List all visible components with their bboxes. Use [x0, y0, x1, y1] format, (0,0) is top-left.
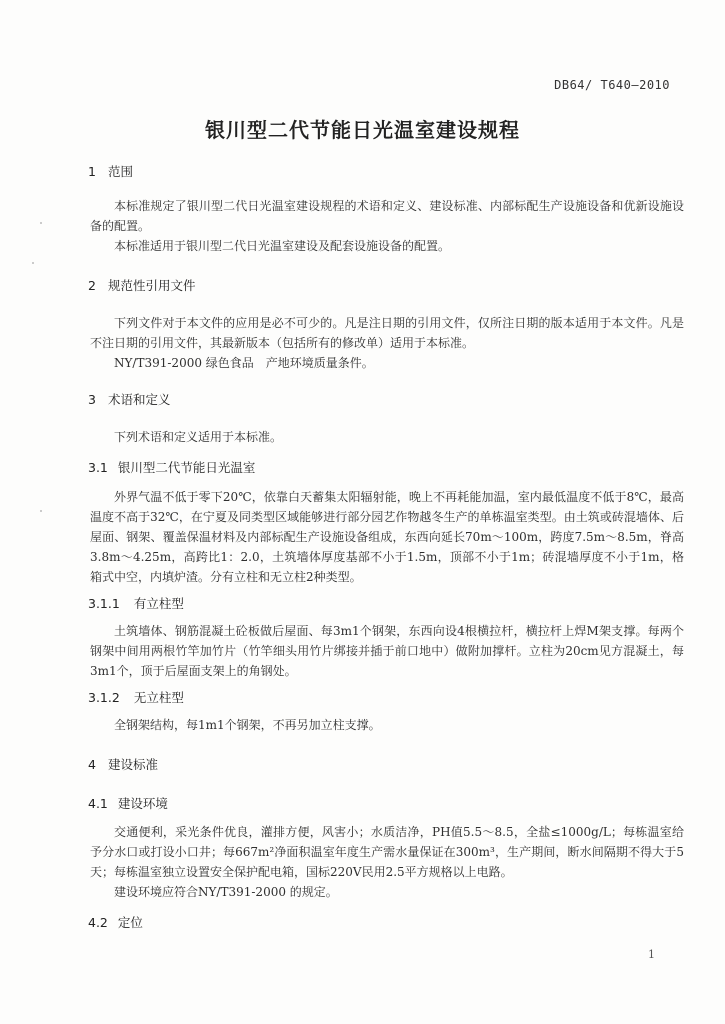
section-3-1-1-paragraph-1: 土筑墙体、钢筋混凝土砼板做后屋面、每3m1个钢架，东西向设4根横拉杆，横拉杆上焊M架支撑。每两个钢架中间用两根竹竿加竹片（竹竿细头用竹片绑接并插于前口地中）做附加撑杆。立柱为20cm见方混凝土，每3m1个，顶于后屋面支架上的角钢处。	[90, 624, 684, 678]
section-number: 1	[88, 164, 96, 179]
section-title: 术语和定义	[107, 392, 171, 407]
section-title: 规范性引用文件	[107, 278, 196, 293]
section-number: 4	[88, 757, 96, 772]
section-title: 建设环境	[117, 796, 168, 811]
section-1-heading	[88, 162, 133, 180]
section-4-1-paragraph-1: 交通便利，采光条件优良，灌排方便，风害小；水质洁净，PH值5.5～8.5，全盐≤1000g/L；每栋温室给予分水口或打设小口井；每667m²净面积温室年度生产需水量保证在300m³，生产期间，断水间隔期不得大于5天；每栋温室独立设置安全保护配电箱，国标220V民用2.5平方规格以上电路。	[90, 825, 684, 879]
scan-speck	[40, 510, 42, 512]
section-title: 定位	[117, 915, 143, 930]
section-1-paragraph-1: 本标准规定了银川型二代日光温室建设规程的术语和定义、建设标准、内部标配生产设施设备和优新设施设备的配置。	[90, 199, 684, 233]
section-number: 4.2	[88, 915, 108, 930]
section-3-1-heading	[88, 458, 255, 476]
section-number: 3.1.2	[88, 690, 120, 705]
section-4-heading	[88, 755, 158, 773]
document-title: 银川型二代节能日光温室建设规程	[205, 118, 520, 142]
section-number: 3.1.1	[88, 596, 120, 611]
scan-speck	[40, 222, 42, 224]
standard-code: DB64/ T640—2010	[554, 78, 670, 92]
section-title: 银川型二代节能日光温室	[117, 460, 256, 475]
scan-speck	[32, 262, 34, 264]
section-title: 范围	[107, 164, 133, 179]
section-4-1-paragraph-2: 建设环境应符合NY/T391-2000 的规定。	[114, 885, 338, 899]
section-2-heading	[88, 276, 195, 294]
section-number: 3.1	[88, 460, 108, 475]
section-3-paragraph-1: 下列术语和定义适用于本标准。	[114, 430, 283, 444]
section-number: 2	[88, 278, 96, 293]
section-title: 有立柱型	[133, 596, 184, 611]
section-title: 无立柱型	[133, 690, 184, 705]
section-2-paragraph-2: NY/T391-2000 绿色食品 产地环境质量条件。	[114, 356, 374, 370]
section-3-1-paragraph-1: 外界气温不低于零下20℃，依靠白天蓄集太阳辐射能，晚上不再耗能加温，室内最低温度不低于8℃，最高温度不高于32℃，在宁夏及同类型区域能够进行部分园艺作物越冬生产的单栋温室类型。由土筑或砖混墙体、后屋面、钢架、覆盖保温材料及内部标配生产设施设备组成，东西向延长70m～100m，跨度7.5m～8.5m，脊高3.8m～4.25m，高跨比1：2.0，土筑墙体厚度基部不小于1.5m，顶部不小于1m；砖混墙厚度不小于1m，格箱式中空，内填炉渣。分有立柱和无立柱2种类型。	[90, 490, 684, 584]
section-4-2-heading	[88, 913, 143, 931]
section-title: 建设标准	[107, 757, 158, 772]
section-1-paragraph-2: 本标准适用于银川型二代日光温室建设及配套设施设备的配置。	[114, 239, 451, 253]
section-number: 3	[88, 392, 96, 407]
section-3-heading	[88, 390, 170, 408]
section-3-1-2-heading	[88, 688, 184, 706]
section-2-paragraph-1: 下列文件对于本文件的应用是必不可少的。凡是注日期的引用文件，仅所注日期的版本适用于本文件。凡是不注日期的引用文件，其最新版本（包括所有的修改单）适用于本标准。	[90, 316, 684, 350]
section-number: 4.1	[88, 796, 108, 811]
section-3-1-2-paragraph-1: 全钢架结构，每1m1个钢架，不再另加立柱支撑。	[114, 718, 381, 732]
section-4-1-heading	[88, 794, 168, 812]
page-number: 1	[648, 948, 655, 961]
section-3-1-1-heading	[88, 594, 184, 612]
